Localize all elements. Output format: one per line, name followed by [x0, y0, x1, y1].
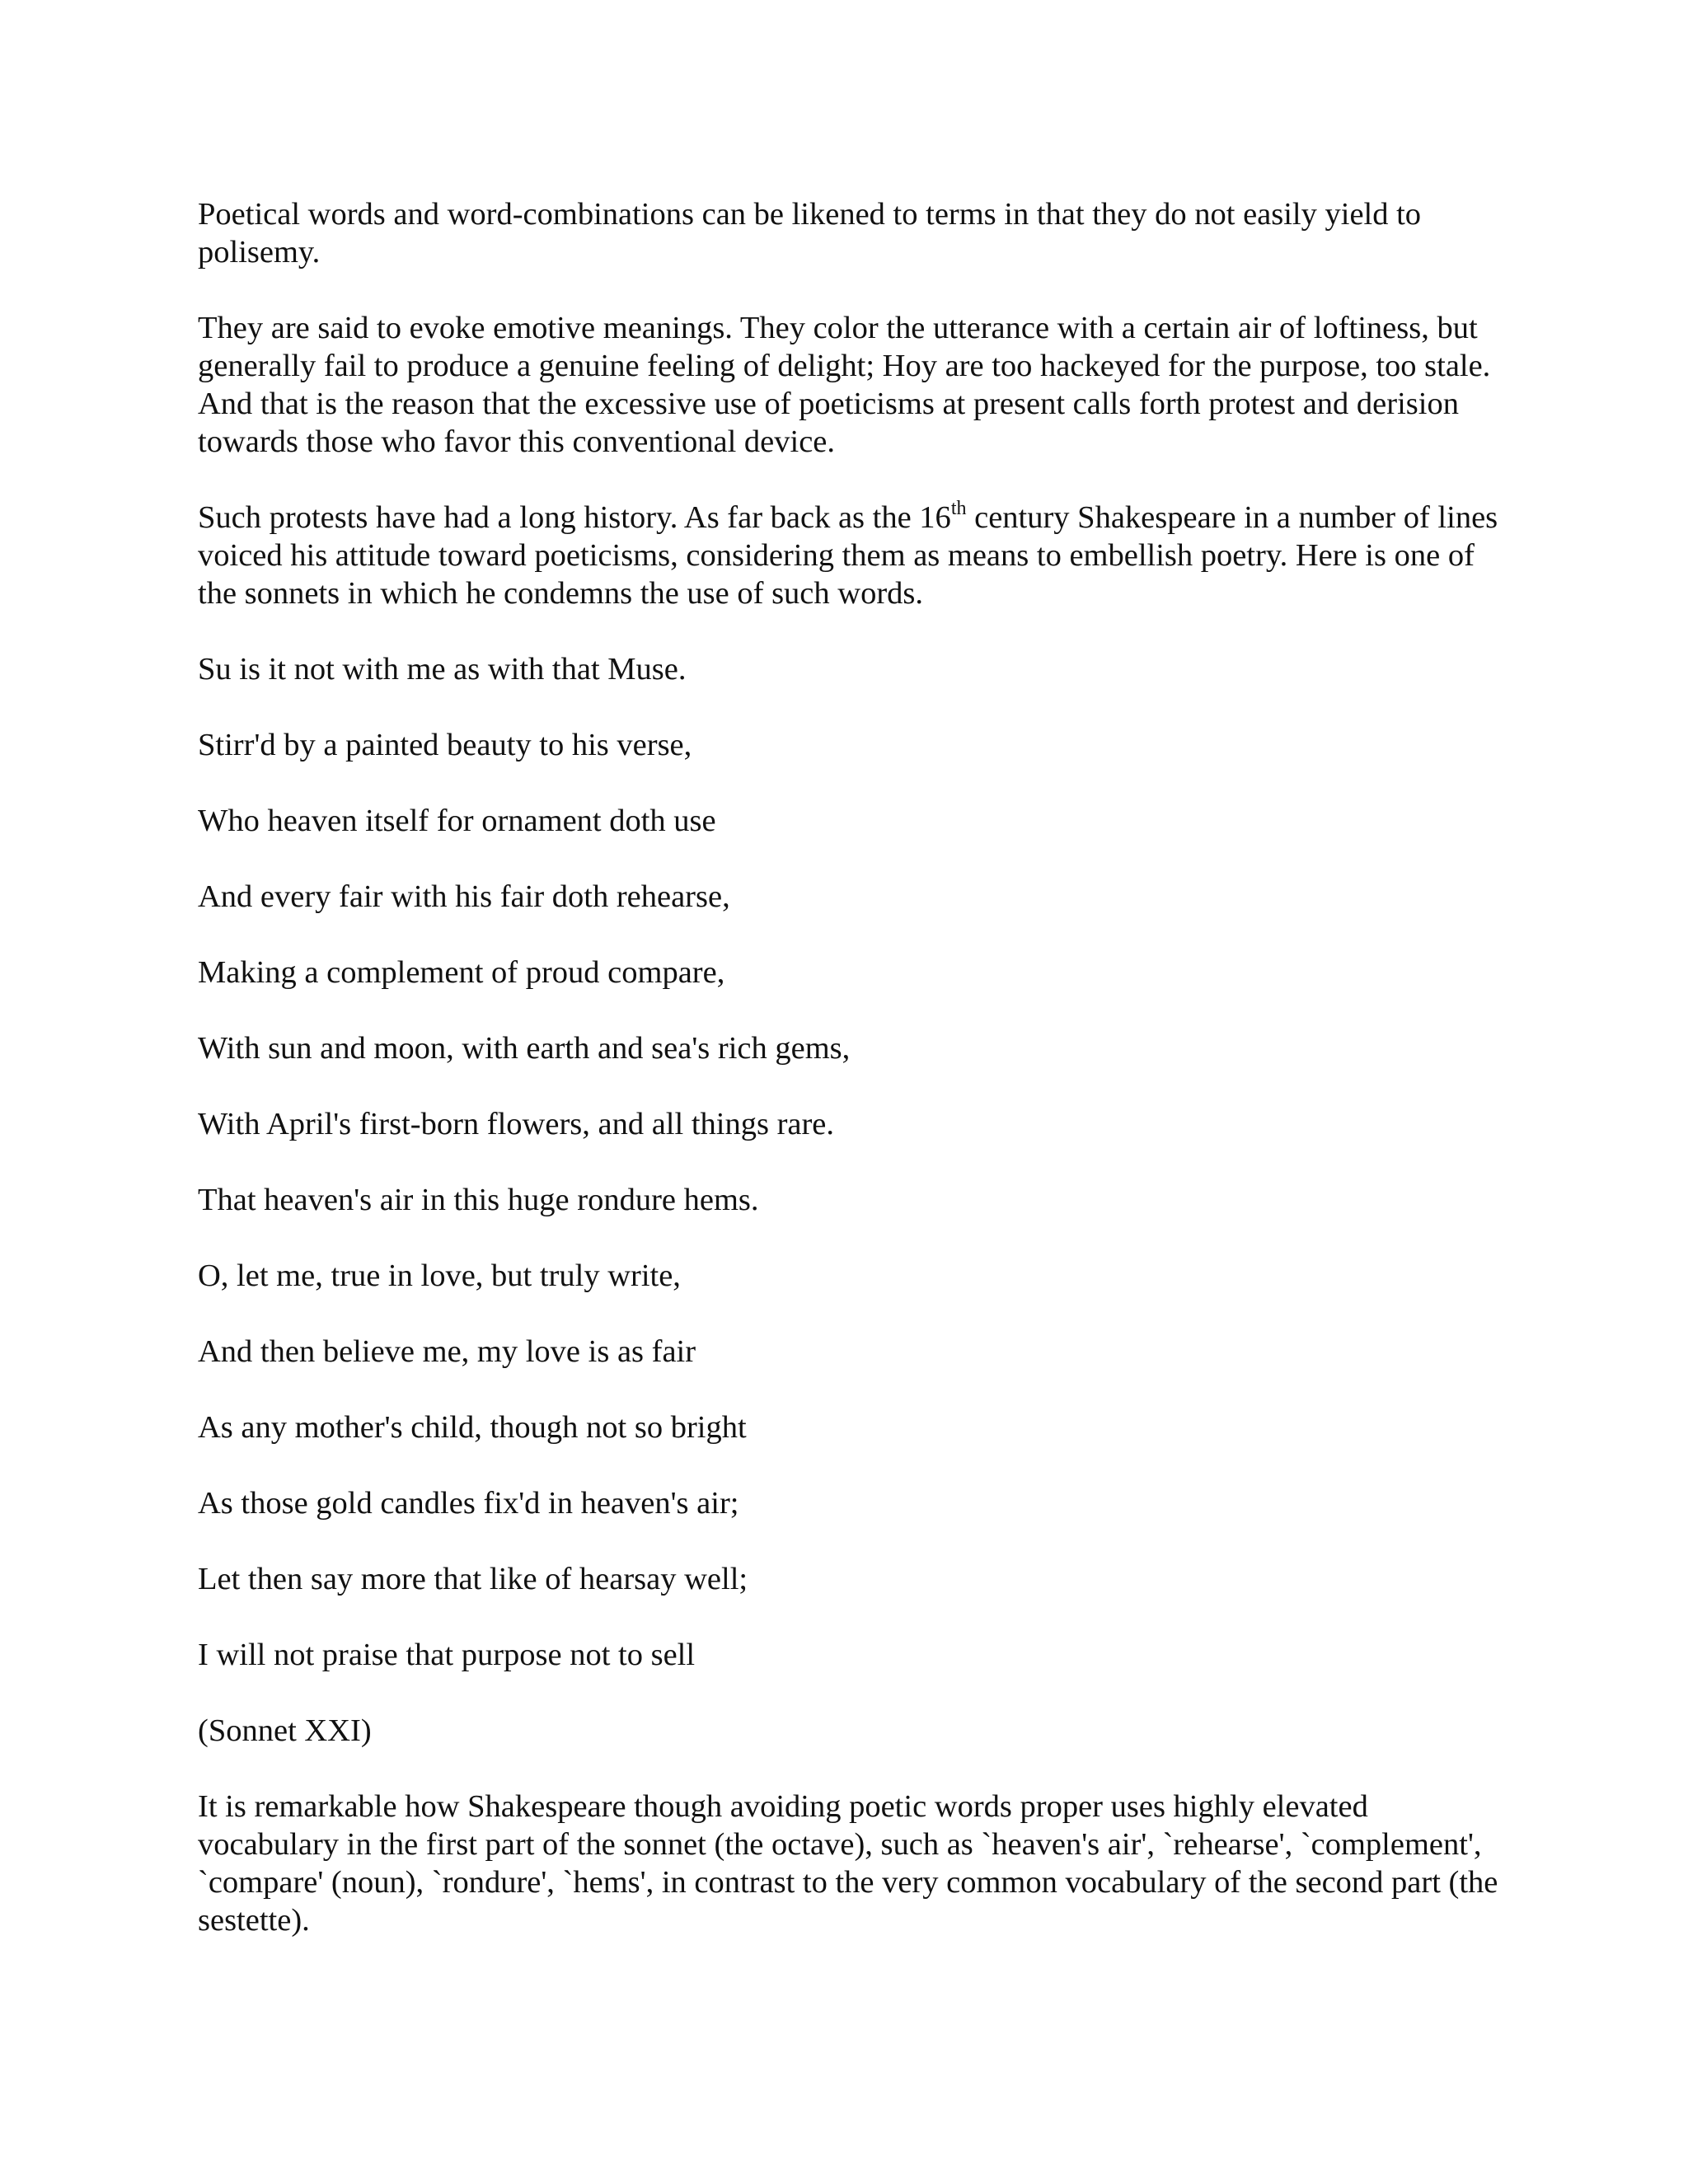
sonnet-line: I will not praise that purpose not to sell: [198, 1638, 696, 1672]
sonnet-line: And then believe me, my love is as fair: [198, 1334, 696, 1369]
sonnet-source: (Sonnet XXI): [198, 1713, 372, 1748]
paragraph-protests-text-end: century Shakespeare in a number of lines voiced his attitude toward poeticisms, considering them as means to embellish poetry. Here is one of the sonnets in which he condemns the use of such words.: [198, 500, 1498, 611]
paragraph-protests-text-start: Such protests have had a long history. As far back as the 16: [198, 500, 951, 535]
sonnet-line: Stirr'd by a painted beauty to his verse,: [198, 728, 692, 762]
sonnet-line: Su is it not with me as with that Muse.: [198, 652, 687, 687]
sonnet-line: Who heaven itself for ornament doth use: [198, 804, 716, 838]
sonnet-line: With sun and moon, with earth and sea's rich gems,: [198, 1031, 851, 1066]
sonnet-line: That heaven's air in this huge rondure hems.: [198, 1183, 759, 1217]
ordinal-superscript: th: [950, 498, 967, 520]
document-body: [198, 195, 1517, 1939]
paragraph-poetical-words: Poetical words and word-combinations can be likened to terms in that they do not easily yield to polisemy.: [198, 197, 1422, 269]
sonnet-line: O, let me, true in love, but truly write,: [198, 1258, 681, 1293]
sonnet-line: Let then say more that like of hearsay well;: [198, 1562, 748, 1596]
sonnet-line: As those gold candles fix'd in heaven's air;: [198, 1486, 739, 1521]
paragraph-closing-remark: It is remarkable how Shakespeare though avoiding poetic words proper uses highly elevated vocabulary in the first part of the sonnet (the octave), such as `heaven's air', `rehearse', `complement', `compare' (noun), `rondure', `hems', in contrast to the very common vocabulary of the second part (the sestette).: [198, 1789, 1498, 1938]
sonnet-line: Making a complement of proud compare,: [198, 955, 725, 990]
paragraph-emotive-meanings: They are said to evoke emotive meanings. They color the utterance with a certain air of loftiness, but generally fail to produce a genuine feeling of delight; Hoy are too hackeyed for the purpose, too stale. And that is the reason that the excessive use of poeticisms at present calls forth protest and derision towards those who favor this conventional device.: [198, 311, 1491, 459]
sonnet-line: As any mother's child, though not so bright: [198, 1410, 747, 1445]
sonnet-line: And every fair with his fair doth rehearse,: [198, 879, 730, 914]
sonnet-line: With April's first-born flowers, and all things rare.: [198, 1107, 835, 1141]
paragraph-protests-history: [198, 499, 1517, 612]
